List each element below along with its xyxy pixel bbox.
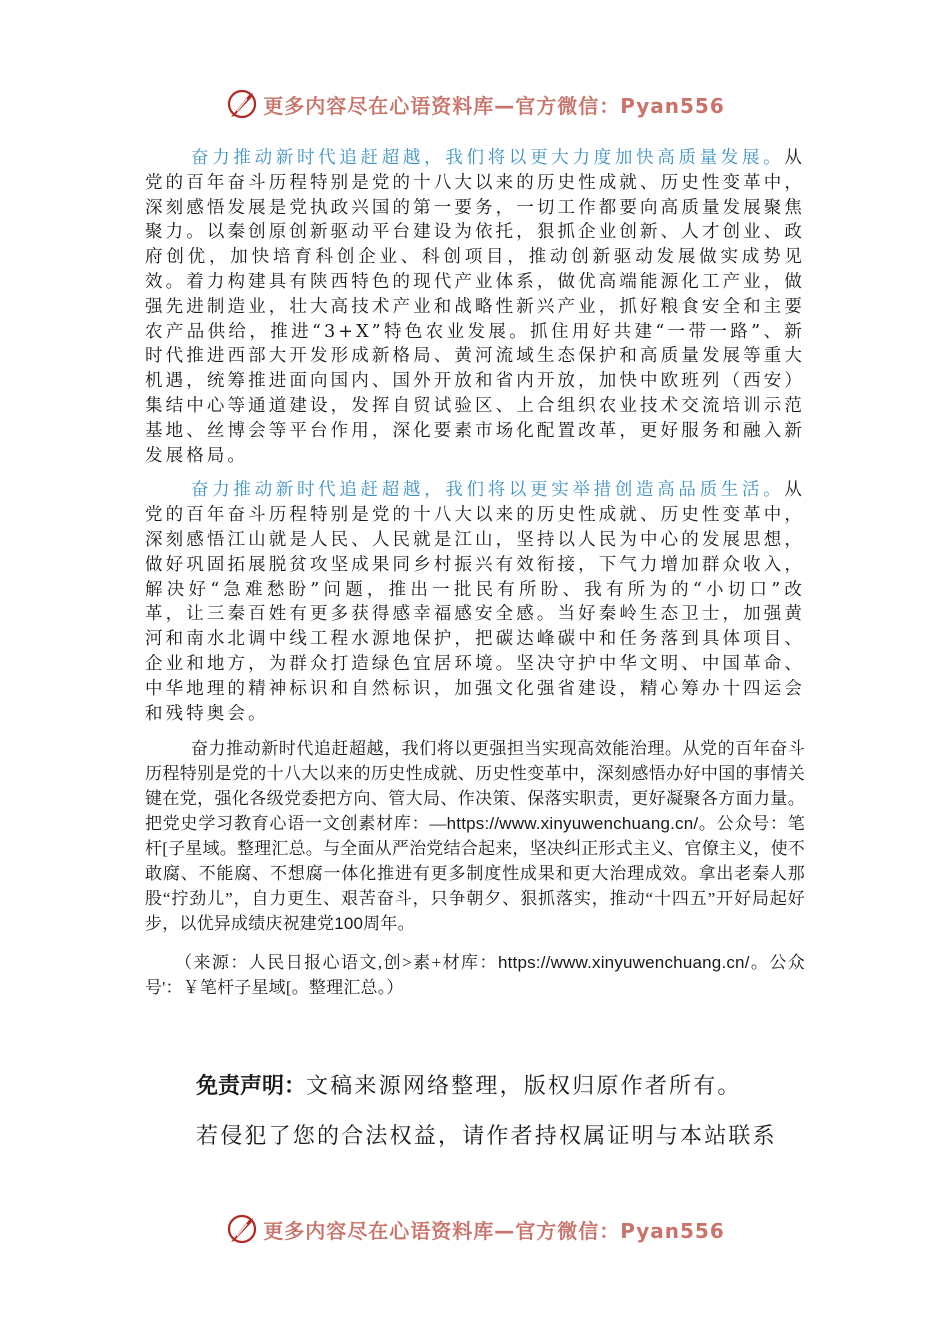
quill-pen-icon [225, 1212, 259, 1246]
paragraph-development [145, 146, 805, 468]
footer-banner-text: 更多内容尽在心语资料库—官方微信：Pyan556 [263, 1218, 725, 1243]
paragraph-governance [145, 736, 805, 936]
header-banner [0, 84, 950, 124]
paragraph-livelihood-text: 从党的百年奋斗历程特别是党的十八大以来的历史性成就、历史性变革中，深刻感悟江山就是人民、人民就是江山，坚持以人民为中心的发展思想，做好巩固拓展脱贫攻坚成果同乡村振兴有效衔接，下气力增加群众收入，解决好“急难愁盼”问题，推出一批民有所盼、我有所为的“小切口”改革，让三秦百姓有更多获得感幸福感安全感。当好秦岭生态卫士，加强黄河和南水北调中线工程水源地保护，把碳达峰碳中和任务落到具体项目、企业和地方，为群众打造绿色宜居环境。坚决守护中华文明、中国革命、中华地理的精神标识和自然标识，加强文化强省建设，精心筹办十四运会和残特奥会。 [145, 480, 805, 724]
paragraph-governance-number: 100 [334, 914, 364, 934]
disclaimer-line-1 [196, 1062, 836, 1112]
paragraph-development-text: 从党的百年奋斗历程特别是党的十八大以来的历史性成就、历史性变革中，深刻感悟发展是党执政兴国的第一要务，一切工作都要向高质量发展聚焦聚力。以秦创原创新驱动平台建设为依托，狠抓企业创新、人才创业、政府创优，加快培育科创企业、科创项目，推动创新驱动发展做实成势见效。着力构建具有陕西特色的现代产业体系，做优高端能源化工产业，做强先进制造业，壮大高技术产业和战略性新兴产业，抓好粮食安全和主要农产品供给，推进“3+X”特色农业发展。抓住用好共建“一带一路”、新时代推进西部大开发形成新格局、黄河流域生态保护和高质量发展等重大机遇，统筹推进面向国内、国外开放和省内开放，加快中欧班列（西安）集结中心等通道建设，发挥自贸试验区、上合组织农业技术交流培训示范基地、丝博会等平台作用，深化要素市场化配置改革，更好服务和融入新发展格局。 [145, 148, 805, 466]
source-note [145, 950, 805, 1000]
paragraph-governance-url: https://www.xinyuwenchuang.cn/ [446, 814, 699, 834]
quill-pen-icon [225, 87, 259, 121]
article-body [145, 146, 805, 1000]
paragraph-livelihood [145, 478, 805, 726]
source-note-text-after: 。公众号'：￥笔杆子星域[。整理汇总。） [145, 953, 805, 998]
disclaimer-line-2: 若侵犯了您的合法权益，请作者持权属证明与本站联系 [196, 1124, 777, 1149]
paragraph-governance-text-end: 周年。 [363, 914, 415, 934]
paragraph-livelihood-lead: 奋力推动新时代追赶超越，我们将以更实举措创造高品质生活。 [191, 480, 785, 501]
paragraph-governance-text-before: 奋力推动新时代追赶超越，我们将以更强担当实现高效能治理。从党的百年奋斗历程特别是党的十八大以来的历史性成就、历史性变革中，深刻感悟办好中国的事情关键在党，强化各级党委把方向、管大局、作决策、保落实职责，更好凝聚各方面力量。把党史学习教育心语一文创素材库：— [145, 739, 805, 834]
footer-banner [0, 1209, 950, 1249]
header-banner-inner [225, 87, 725, 121]
disclaimer-label: 免责声明： [196, 1074, 307, 1099]
source-note-text-before: （来源：人民日报心语文,创>素+材库： [175, 953, 498, 973]
source-note-url: https://www.xinyuwenchuang.cn/ [497, 953, 750, 973]
disclaimer-text-1: 文稿来源网络整理，版权归原作者所有。 [306, 1074, 742, 1099]
footer-banner-inner [225, 1212, 725, 1246]
paragraph-development-lead: 奋力推动新时代追赶超越，我们将以更大力度加快高质量发展。 [191, 148, 785, 168]
header-banner-text: 更多内容尽在心语资料库—官方微信：Pyan556 [263, 93, 725, 118]
disclaimer [196, 1062, 836, 1162]
paragraph-governance-text-after: 。公众号：笔杆[子星域。整理汇总。与全面从严治党结合起来，坚决纠正形式主义、官僚主义，使不敢腐、不能腐、不想腐一体化推进有更多制度性成果和更大治理成效。拿出老秦人那股“拧劲儿”，自力更生、艰苦奋斗，只争朝夕、狠抓落实，推动“十四五”开好局起好步，以优异成绩庆祝建党 [145, 814, 805, 934]
